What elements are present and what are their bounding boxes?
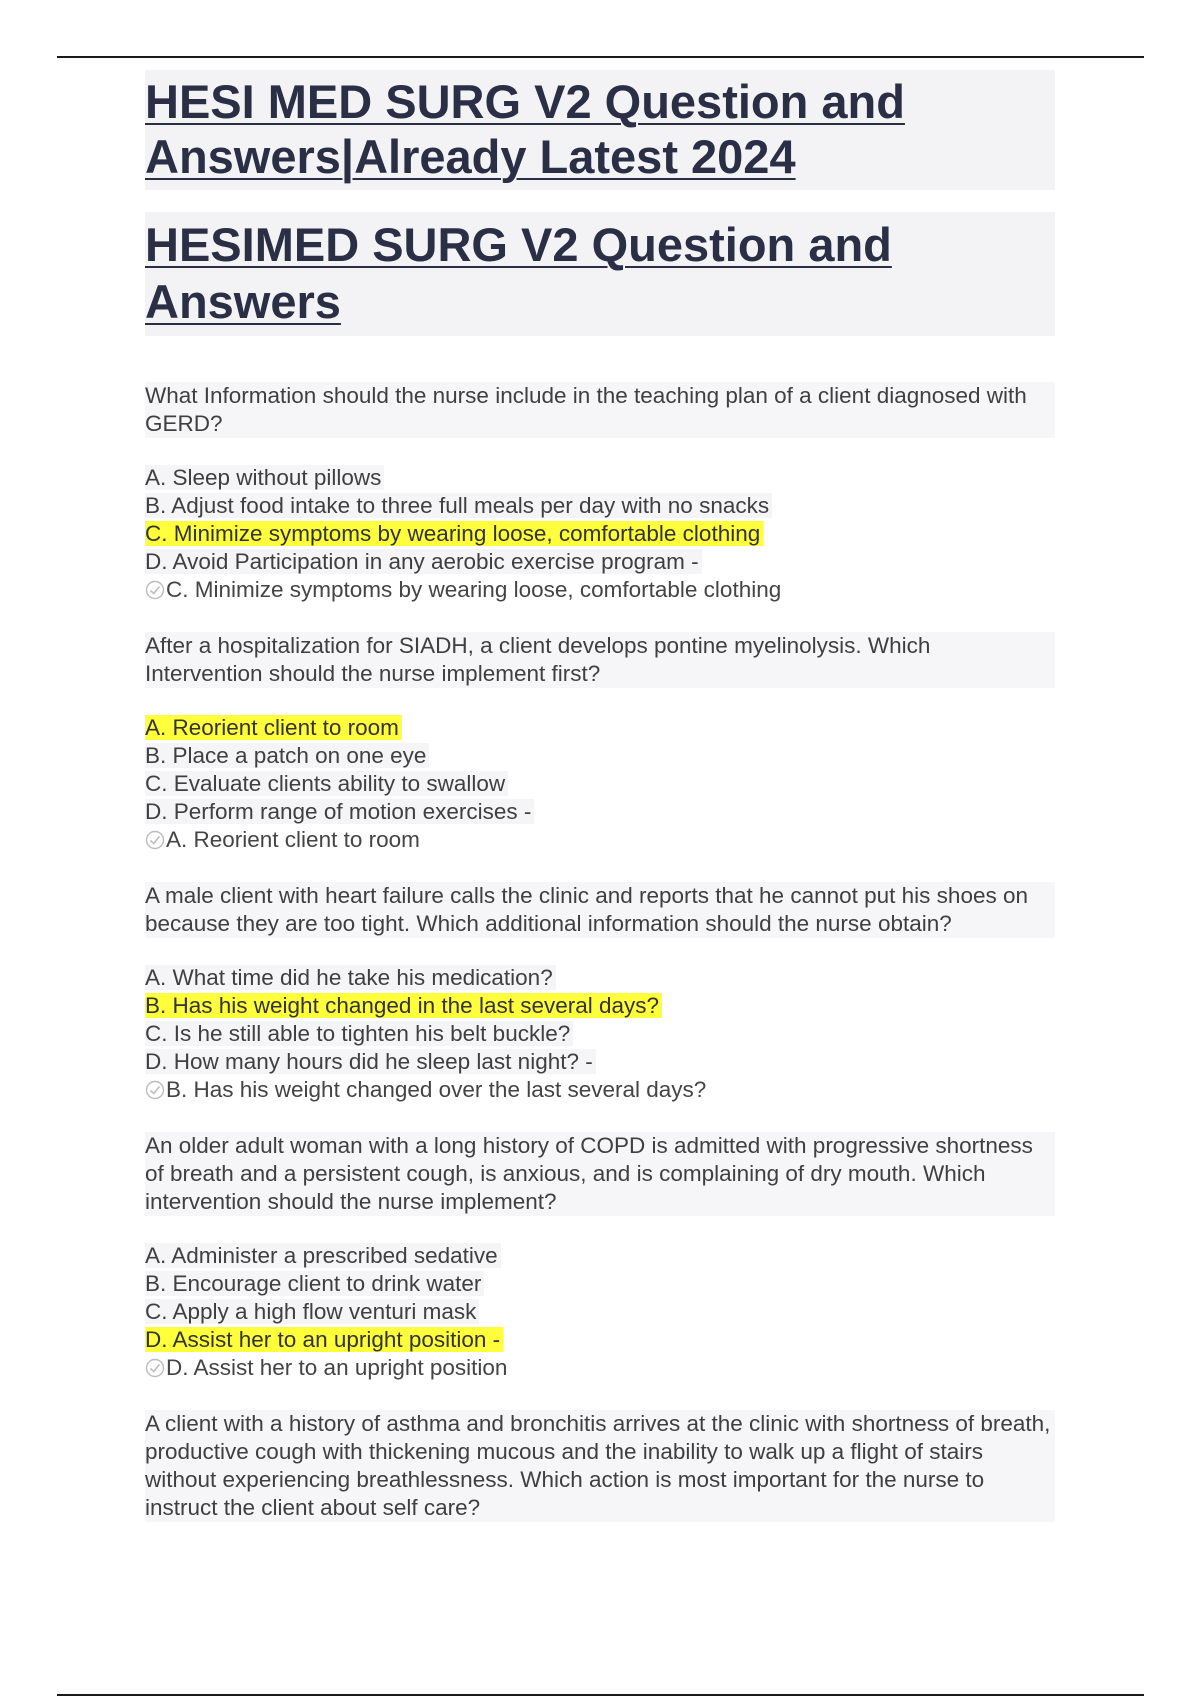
option-b: B. Adjust food intake to three full meals per day with no snacks xyxy=(145,492,1055,520)
answer-text: B. Has his weight changed over the last several days? xyxy=(166,1077,707,1102)
option-a: A. Sleep without pillows xyxy=(145,464,1055,492)
answer-text: D. Assist her to an upright position xyxy=(166,1355,508,1380)
top-rule xyxy=(57,56,1144,58)
option-b: B. Encourage client to drink water xyxy=(145,1270,1055,1298)
question-text: An older adult woman with a long history of COPD is admitted with progressive shortness of breath and a persistent cough, is anxious, and is complaining of dry mouth. Which intervention should the nurse implement? xyxy=(145,1132,1055,1216)
option-d-highlighted: D. Assist her to an upright position - xyxy=(145,1326,1055,1354)
option-b: B. Place a patch on one eye xyxy=(145,742,1055,770)
answer-line xyxy=(145,576,1055,604)
answer-text: A. Reorient client to room xyxy=(166,827,420,852)
sub-title-block xyxy=(145,212,1055,336)
question-item xyxy=(145,1132,1055,1382)
option-b-highlighted: B. Has his weight changed in the last several days? xyxy=(145,992,1055,1020)
question-item xyxy=(145,882,1055,1104)
page-title: HESI MED SURG V2 Question and Answers|Already Latest 2024 xyxy=(145,75,905,183)
question-text: A male client with heart failure calls the clinic and reports that he cannot put his shoes on because they are too tight. Which additional information should the nurse obtain? xyxy=(145,882,1055,938)
answer-line xyxy=(145,1076,1055,1104)
question-item xyxy=(145,382,1055,604)
answer-text: C. Minimize symptoms by wearing loose, comfortable clothing xyxy=(166,577,782,602)
check-circle-icon xyxy=(145,830,165,850)
option-d: D. Avoid Participation in any aerobic exercise program - xyxy=(145,548,1055,576)
option-a: A. Administer a prescribed sedative xyxy=(145,1242,1055,1270)
section-title: HESIMED SURG V2 Question and Answers xyxy=(145,218,892,328)
answer-line xyxy=(145,826,1055,854)
option-d: D. Perform range of motion exercises - xyxy=(145,798,1055,826)
check-circle-icon xyxy=(145,1080,165,1100)
check-circle-icon xyxy=(145,1358,165,1378)
question-item xyxy=(145,1410,1055,1522)
answer-line xyxy=(145,1354,1055,1382)
bottom-rule xyxy=(57,1694,1144,1696)
option-c: C. Evaluate clients ability to swallow xyxy=(145,770,1055,798)
option-c: C. Apply a high flow venturi mask xyxy=(145,1298,1055,1326)
main-title-block xyxy=(145,70,1055,190)
options-list xyxy=(145,964,1055,1104)
option-c-highlighted: C. Minimize symptoms by wearing loose, comfortable clothing xyxy=(145,520,1055,548)
options-list xyxy=(145,714,1055,854)
options-list xyxy=(145,1242,1055,1382)
question-text: A client with a history of asthma and bronchitis arrives at the clinic with shortness of breath, productive cough with thickening mucous and the inability to walk up a flight of stairs without experiencing breathlessness. Which action is most important for the nurse to instruct the client about self care? xyxy=(145,1410,1055,1522)
options-list xyxy=(145,464,1055,604)
check-circle-icon xyxy=(145,580,165,600)
question-text: After a hospitalization for SIADH, a client develops pontine myelinolysis. Which Intervention should the nurse implement first? xyxy=(145,632,1055,688)
option-c: C. Is he still able to tighten his belt buckle? xyxy=(145,1020,1055,1048)
question-text: What Information should the nurse include in the teaching plan of a client diagnosed with GERD? xyxy=(145,382,1055,438)
option-d: D. How many hours did he sleep last night? - xyxy=(145,1048,1055,1076)
option-a-highlighted: A. Reorient client to room xyxy=(145,714,1055,742)
option-a: A. What time did he take his medication? xyxy=(145,964,1055,992)
document-body xyxy=(145,70,1055,1550)
question-item xyxy=(145,632,1055,854)
